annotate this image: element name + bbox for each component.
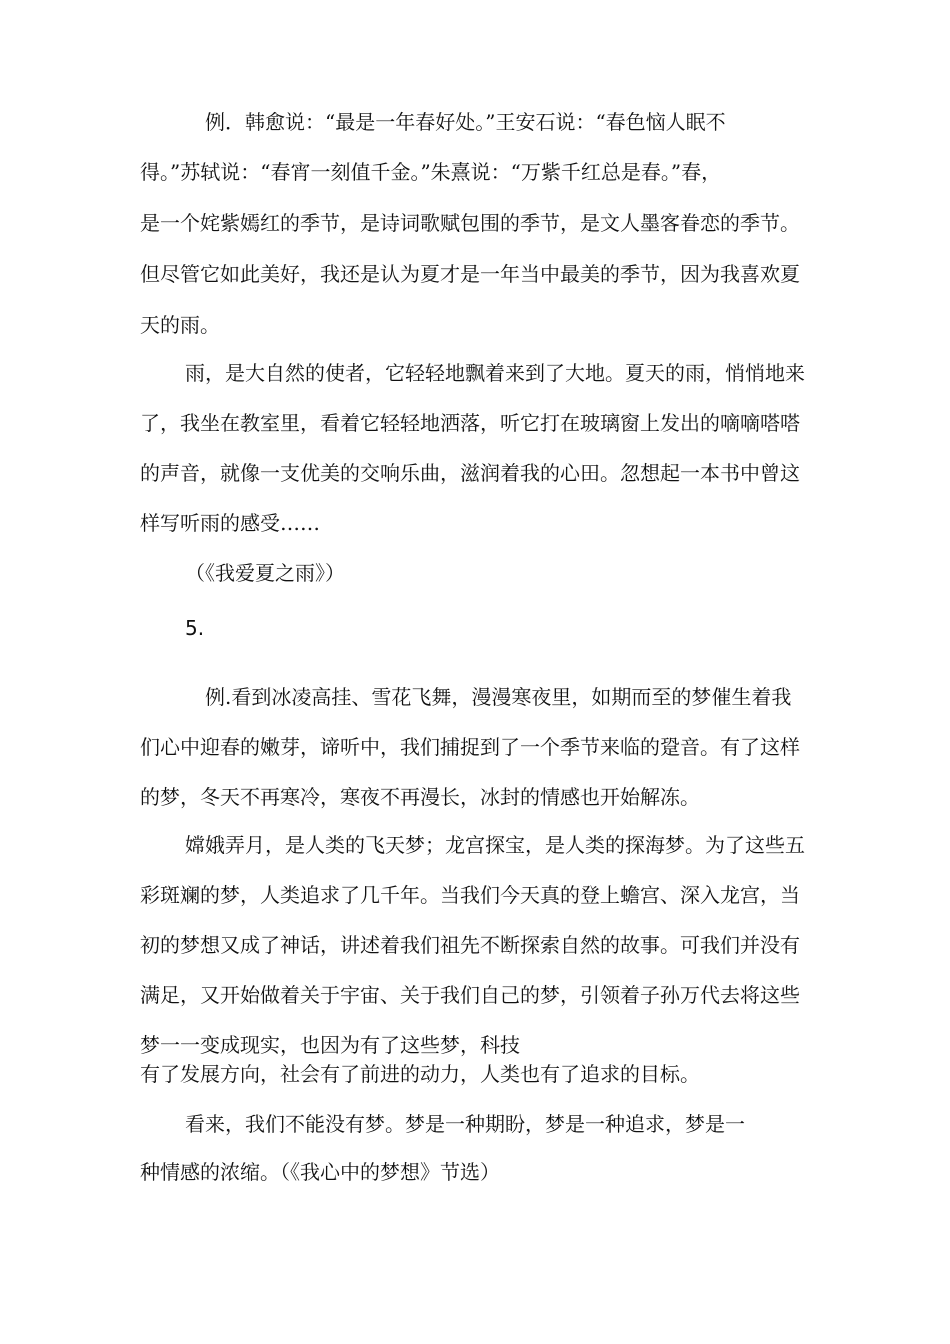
source-citation: （《我爱夏之雨》） (185, 561, 345, 585)
paragraph-line: 看来，我们不能没有梦。梦是一种期盼，梦是一种追求，梦是一 (185, 1112, 745, 1136)
paragraph-line: 彩斑斓的梦，人类追求了几千年。当我们今天真的登上蟾宫、深入龙宫，当 (140, 883, 800, 907)
paragraph-line: 们心中迎春的嫩芽，谛听中，我们捕捉到了一个季节来临的跫音。有了这样 (140, 735, 800, 759)
paragraph-line: 是一个姹紫嫣红的季节，是诗词歌赋包围的季节，是文人墨客眷恋的季节。 (140, 211, 800, 235)
paragraph-line: 梦一一变成现实，也因为有了这些梦，科技 (140, 1033, 520, 1057)
paragraph-line: 的声音，就像一支优美的交响乐曲，滋润着我的心田。忽想起一本书中曾这 (140, 461, 800, 485)
paragraph-line: 例．韩愈说：“最是一年春好处。”王安石说：“春色恼人眠不 (205, 110, 726, 134)
paragraph-line: 初的梦想又成了神话，讲述着我们祖先不断探索自然的故事。可我们并没有 (140, 933, 800, 957)
paragraph-line: 的梦，冬天不再寒冷，寒夜不再漫长，冰封的情感也开始解冻。 (140, 785, 700, 809)
paragraph-line: 雨，是大自然的使者，它轻轻地飘着来到了大地。夏天的雨，悄悄地来 (185, 361, 805, 385)
paragraph-line: 但尽管它如此美好，我还是认为夏才是一年当中最美的季节，因为我喜欢夏 (140, 262, 800, 286)
paragraph-line: 天的雨。 (140, 313, 220, 337)
paragraph-line: 嫦娥弄月，是人类的飞天梦；龙宫探宝，是人类的探海梦。为了这些五 (185, 833, 805, 857)
paragraph-line: 有了发展方向，社会有了前进的动力，人类也有了追求的目标。 (140, 1062, 700, 1086)
item-number: 5. (185, 616, 205, 640)
paragraph-line: 得。”苏轼说：“春宵一刻值千金。”朱熹说：“万紫千红总是春。”春， (140, 160, 722, 184)
paragraph-line: 样写听雨的感受…… (140, 511, 320, 535)
paragraph-line: 例.看到冰凌高挂、雪花飞舞，漫漫寒夜里，如期而至的梦催生着我 (205, 685, 792, 709)
paragraph-line: 了，我坐在教室里，看着它轻轻地洒落，听它打在玻璃窗上发出的嘀嘀嗒嗒 (140, 411, 800, 435)
paragraph-line: 种情感的浓缩。（《我心中的梦想》节选） (140, 1160, 500, 1184)
paragraph-line: 满足，又开始做着关于宇宙、关于我们自己的梦，引领着子孙万代去将这些 (140, 983, 800, 1007)
